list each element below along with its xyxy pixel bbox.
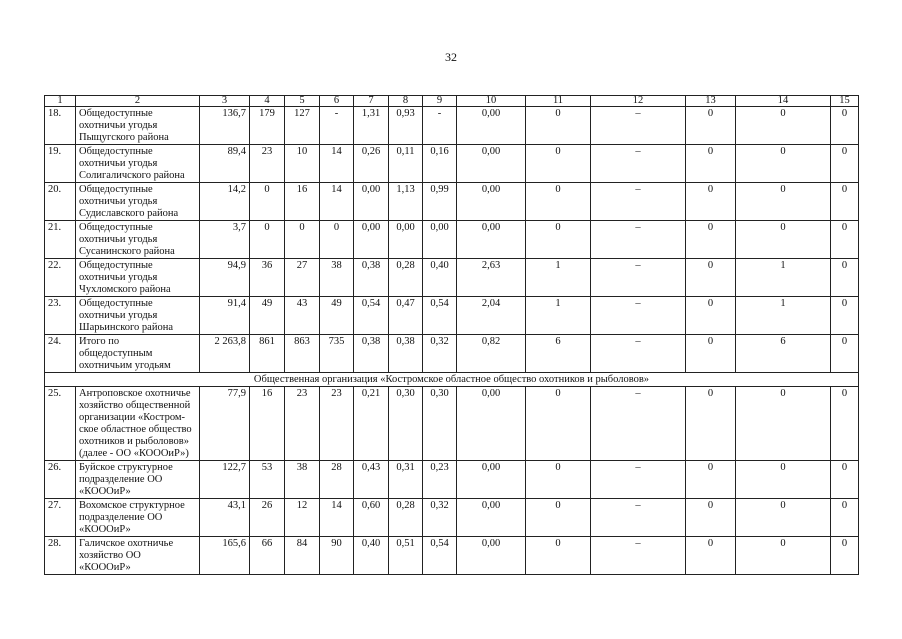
table-cell: – [591,183,686,221]
table-cell: 10 [285,145,320,183]
table-cell: 0 [831,145,859,183]
row-number: 19. [45,145,76,183]
row-number: 18. [45,107,76,145]
table-cell: 77,9 [200,387,250,461]
table-cell: 0,00 [457,461,526,499]
table-cell: 0,60 [354,499,389,537]
row-number: 26. [45,461,76,499]
header-row [45,96,859,107]
table-cell: 14 [320,145,354,183]
table-cell: 0 [526,145,591,183]
table-cell: 0 [736,537,831,575]
header-cell: 7 [354,96,389,107]
header-cell: 13 [686,96,736,107]
table-cell: 16 [250,387,285,461]
table-cell: 90 [320,537,354,575]
table-cell: 0,40 [354,537,389,575]
table-cell: 23 [250,145,285,183]
table-cell: 14 [320,499,354,537]
table-cell: 0 [686,335,736,373]
table-cell: 0 [526,537,591,575]
table-cell: 0 [686,499,736,537]
table-cell: 0 [831,537,859,575]
table-cell: 0 [686,221,736,259]
table-cell: 0 [526,107,591,145]
table-row [45,107,859,145]
table-cell: 0 [736,107,831,145]
header-cell: 11 [526,96,591,107]
table-cell: 27 [285,259,320,297]
table-cell: 0 [831,259,859,297]
row-number: 21. [45,221,76,259]
page-number: 32 [445,50,457,64]
table-cell: 66 [250,537,285,575]
row-number: 22. [45,259,76,297]
data-table [44,95,859,575]
table-cell: 0 [250,183,285,221]
table-cell: 0,51 [389,537,423,575]
row-name: Общедоступные охотничьи угодья Судиславского района [76,183,200,221]
table-cell: 26 [250,499,285,537]
table-cell: 0,38 [354,259,389,297]
table-cell: 0 [686,537,736,575]
row-name: Вохомское структурное подразделение ОО «КОООиР» [76,499,200,537]
table-cell: 0 [831,297,859,335]
table-cell: 2,04 [457,297,526,335]
table-cell: 1 [526,259,591,297]
table-cell: 1 [736,297,831,335]
table-cell: 0,00 [457,107,526,145]
table-cell: 12 [285,499,320,537]
table-cell: 861 [250,335,285,373]
row-number: 24. [45,335,76,373]
table-cell: 0,47 [389,297,423,335]
table-cell: 23 [285,387,320,461]
table-cell: 0,99 [423,183,457,221]
table-cell: 1 [736,259,831,297]
row-number: 20. [45,183,76,221]
table-row [45,145,859,183]
table-cell: 0 [831,499,859,537]
table-cell: 127 [285,107,320,145]
table-cell: 0 [686,387,736,461]
table-cell: 0,00 [354,183,389,221]
table-cell: 0,32 [423,499,457,537]
table-cell: 0 [831,335,859,373]
header-cell: 3 [200,96,250,107]
row-name: Общедоступные охотничьи угодья Чухломского района [76,259,200,297]
table-cell: 0,23 [423,461,457,499]
table-cell: 0 [526,387,591,461]
table-cell: 0,00 [457,537,526,575]
header-cell: 1 [45,96,76,107]
table-cell: 0 [736,221,831,259]
table-cell: 84 [285,537,320,575]
table-cell: 0,00 [457,387,526,461]
table-cell: 1,31 [354,107,389,145]
table-cell: 3,7 [200,221,250,259]
table-cell: 0 [320,221,354,259]
table-row [45,183,859,221]
table-cell: 49 [250,297,285,335]
header-cell: 12 [591,96,686,107]
table-cell: 0 [526,499,591,537]
table-cell: 91,4 [200,297,250,335]
table-cell: 0,31 [389,461,423,499]
table-cell: 2,63 [457,259,526,297]
table-cell: 136,7 [200,107,250,145]
row-name: Антроповское охотничье хозяйство общественной организации «Костром- ское областное общество охотников и рыболовов» (далее - ОО «КОООиР») [76,387,200,461]
row-number: 27. [45,499,76,537]
table-cell: 0,28 [389,259,423,297]
row-name: Общедоступные охотничьи угодья Пыщугского района [76,107,200,145]
table-cell: - [423,107,457,145]
table-cell: 14 [320,183,354,221]
table-cell: 0 [831,183,859,221]
header-cell: 2 [76,96,200,107]
table-cell: 0 [686,297,736,335]
header-cell: 6 [320,96,354,107]
row-name: Итого по общедоступным охотничьим угодьям [76,335,200,373]
table-cell: - [320,107,354,145]
header-cell: 9 [423,96,457,107]
table-cell: 0 [736,183,831,221]
table-cell: 89,4 [200,145,250,183]
table-cell: 0,11 [389,145,423,183]
table-row [45,335,859,373]
table-cell: 0,82 [457,335,526,373]
table-cell: 16 [285,183,320,221]
table-cell: 0,00 [457,183,526,221]
row-number: 28. [45,537,76,575]
table-cell: 14,2 [200,183,250,221]
table-cell: 165,6 [200,537,250,575]
table-cell: 6 [736,335,831,373]
table-cell: 0 [285,221,320,259]
table-cell: 0,16 [423,145,457,183]
table-row [45,461,859,499]
table-row [45,297,859,335]
table-row [45,221,859,259]
table-cell: 1,13 [389,183,423,221]
table-cell: 0,93 [389,107,423,145]
table-cell: – [591,461,686,499]
table-cell: 0 [526,461,591,499]
table-cell: 43,1 [200,499,250,537]
table-cell: – [591,387,686,461]
table-cell: 0 [250,221,285,259]
table-cell: 0,00 [457,145,526,183]
row-name: Общедоступные охотничьи угодья Солигаличского района [76,145,200,183]
table-cell: 0,30 [389,387,423,461]
table-cell: 6 [526,335,591,373]
table-cell: 0 [736,387,831,461]
table-cell: 23 [320,387,354,461]
table-cell: 0,40 [423,259,457,297]
header-cell: 15 [831,96,859,107]
table-cell: 0 [686,461,736,499]
table-cell: 863 [285,335,320,373]
header-cell: 4 [250,96,285,107]
table-cell: 36 [250,259,285,297]
table-cell: 0,43 [354,461,389,499]
table-cell: 38 [285,461,320,499]
section-row [45,373,859,387]
table-cell: 1 [526,297,591,335]
table-cell: 0 [736,461,831,499]
table-cell: 0 [736,499,831,537]
table-cell: 0,32 [423,335,457,373]
row-name: Общедоступные охотничьи угодья Сусанинского района [76,221,200,259]
table-cell: 0 [831,461,859,499]
table-cell: 0,00 [389,221,423,259]
table-cell: 53 [250,461,285,499]
table-cell: 0 [526,183,591,221]
table-row [45,387,859,461]
table-cell: 2 263,8 [200,335,250,373]
table-cell: 0,30 [423,387,457,461]
table-cell: 0,38 [389,335,423,373]
table-cell: – [591,221,686,259]
table-cell: 735 [320,335,354,373]
table-cell: 0,54 [354,297,389,335]
table-cell: – [591,259,686,297]
table-cell: 94,9 [200,259,250,297]
table-cell: 0 [831,221,859,259]
table-cell: – [591,145,686,183]
table-cell: 0 [831,387,859,461]
table-cell: 28 [320,461,354,499]
table-cell: 49 [320,297,354,335]
section-title: Общественная организация «Костромское областное общество охотников и рыболовов» [45,373,859,387]
row-name: Галичское охотничье хозяйство ОО «КОООиР» [76,537,200,575]
table-cell: 0,00 [457,221,526,259]
table-cell: 0,54 [423,297,457,335]
table-row [45,499,859,537]
table-cell: – [591,499,686,537]
header-cell: 10 [457,96,526,107]
table-cell: 0,38 [354,335,389,373]
table-cell: – [591,297,686,335]
table-cell: 0 [686,107,736,145]
row-name: Буйское структурное подразделение ОО «КОООиР» [76,461,200,499]
table-cell: 0 [736,145,831,183]
table-row [45,259,859,297]
table-cell: – [591,537,686,575]
header-cell: 5 [285,96,320,107]
table-cell: 0,26 [354,145,389,183]
table-cell: – [591,107,686,145]
header-cell: 8 [389,96,423,107]
table-cell: 0,00 [457,499,526,537]
table-row [45,537,859,575]
table-cell: – [591,335,686,373]
table-cell: 122,7 [200,461,250,499]
table-cell: 0,28 [389,499,423,537]
table-cell: 0 [526,221,591,259]
table-cell: 0,21 [354,387,389,461]
table-cell: 38 [320,259,354,297]
row-number: 23. [45,297,76,335]
table-cell: 0 [686,145,736,183]
header-cell: 14 [736,96,831,107]
table-cell: 0,54 [423,537,457,575]
table-cell: 0 [686,259,736,297]
table-cell: 43 [285,297,320,335]
table-cell: 0 [831,107,859,145]
row-name: Общедоступные охотничьи угодья Шарьинского района [76,297,200,335]
row-number: 25. [45,387,76,461]
table-cell: 0,00 [423,221,457,259]
table-cell: 0,00 [354,221,389,259]
table-cell: 179 [250,107,285,145]
table-cell: 0 [686,183,736,221]
